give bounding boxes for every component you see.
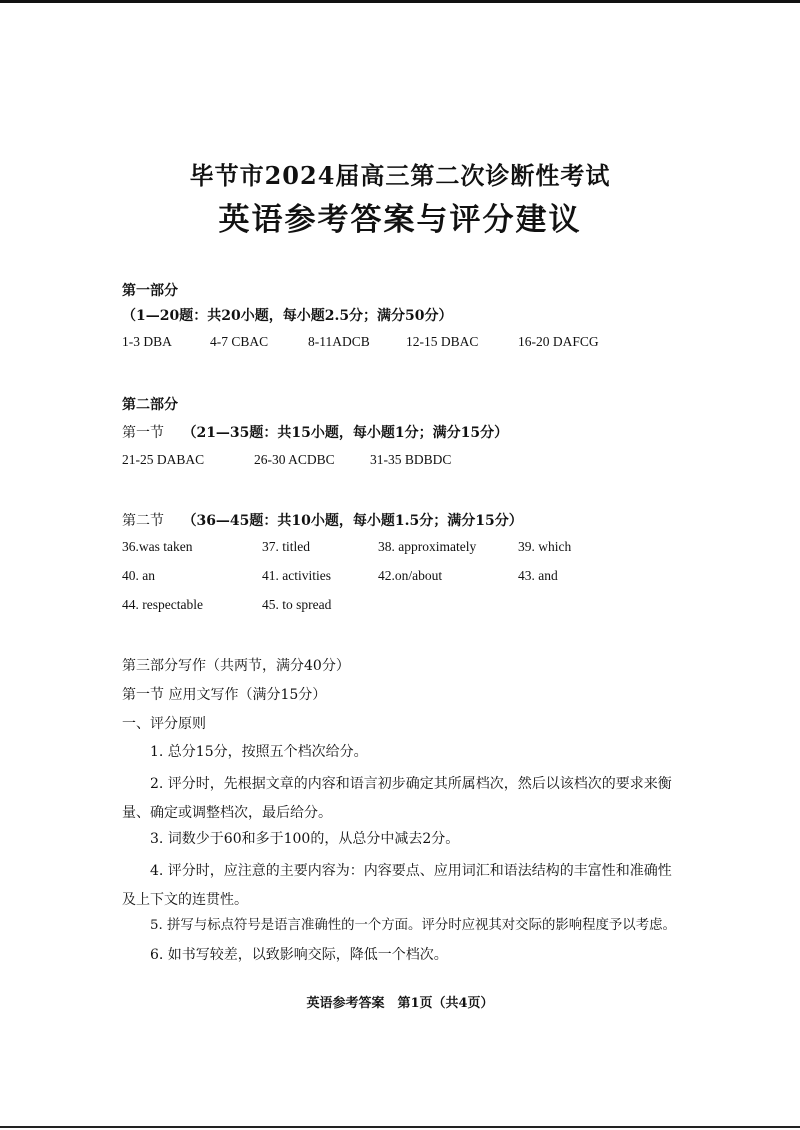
section-label: 第二节 [122, 513, 164, 529]
section-scoring-note: （36—45题：共10小题，每小题1.5分；满分15分） [182, 513, 523, 529]
bottom-border [0, 1126, 800, 1128]
fill-answer: 38. approximately [378, 539, 477, 554]
fill-answer: 40. an [122, 568, 155, 583]
answer-group: 26-30 ACDBC [254, 452, 335, 467]
fill-answer: 42.on/about [378, 568, 443, 583]
part3-section1-heading: 第一节 应用文写作（满分15分） [122, 687, 327, 703]
fill-answer: 45. to spread [262, 597, 332, 612]
answer-group: 21-25 DABAC [122, 452, 205, 467]
fill-answer: 44. respectable [122, 597, 203, 612]
answer-key-title: 英语参考答案与评分建议 [218, 202, 582, 238]
answer-group: 16-20 DAFCG [518, 334, 599, 349]
part2-heading: 第二部分 [122, 397, 178, 413]
scoring-rule-item: 2. 评分时，先根据文章的内容和语言初步确定其所属档次，然后以该档次的要求来衡量、确定或调整档次，最后给分。 [122, 776, 672, 821]
scoring-rule-item: 3. 词数少于60和多于100的，从总分中减去2分。 [150, 831, 460, 847]
scoring-rule-item: 4. 评分时，应注意的主要内容为：内容要点、应用词汇和语法结构的丰富性和准确性及上下文的连贯性。 [122, 863, 672, 908]
fill-answer: 43. and [518, 568, 558, 583]
answer-group: 8-11ADCB [308, 334, 370, 349]
scoring-rule-item: 1. 总分15分，按照五个档次给分。 [150, 744, 368, 760]
part1-heading: 第一部分 [122, 283, 178, 299]
top-border [0, 0, 800, 3]
part2-section2-heading [122, 510, 523, 530]
scoring-principles-title: 一、评分原则 [122, 716, 206, 732]
fill-answer: 41. activities [262, 568, 331, 583]
answer-group: 4-7 CBAC [210, 334, 269, 349]
scoring-rule-item: 6. 如书写较差，以致影响交际，降低一个档次。 [150, 947, 448, 963]
scoring-rule-item: 5. 拼写与标点符号是语言准确性的一个方面。评分时应视其对交际的影响程度予以考虑。 [150, 918, 676, 933]
fill-answer: 37. titled [262, 539, 310, 554]
part2-section1-heading [122, 422, 508, 442]
part3-heading: 第三部分写作（共两节，满分40分） [122, 658, 350, 674]
part1-scoring-note: （1—20题：共20小题，每小题2.5分；满分50分） [122, 308, 453, 324]
section-label: 第一节 [122, 425, 164, 441]
fill-answer: 36.was taken [122, 539, 193, 554]
fill-answer: 39. which [518, 539, 572, 554]
answer-group: 1-3 DBA [122, 334, 172, 349]
section-scoring-note: （21—35题：共15小题，每小题1分；满分15分） [182, 425, 509, 441]
page-footer: 英语参考答案 第1页（共4页） [306, 996, 494, 1011]
answer-group: 12-15 DBAC [406, 334, 479, 349]
answer-group: 31-35 BDBDC [370, 452, 452, 467]
exam-title: 毕节市2024届高三第二次诊断性考试 [189, 161, 611, 190]
